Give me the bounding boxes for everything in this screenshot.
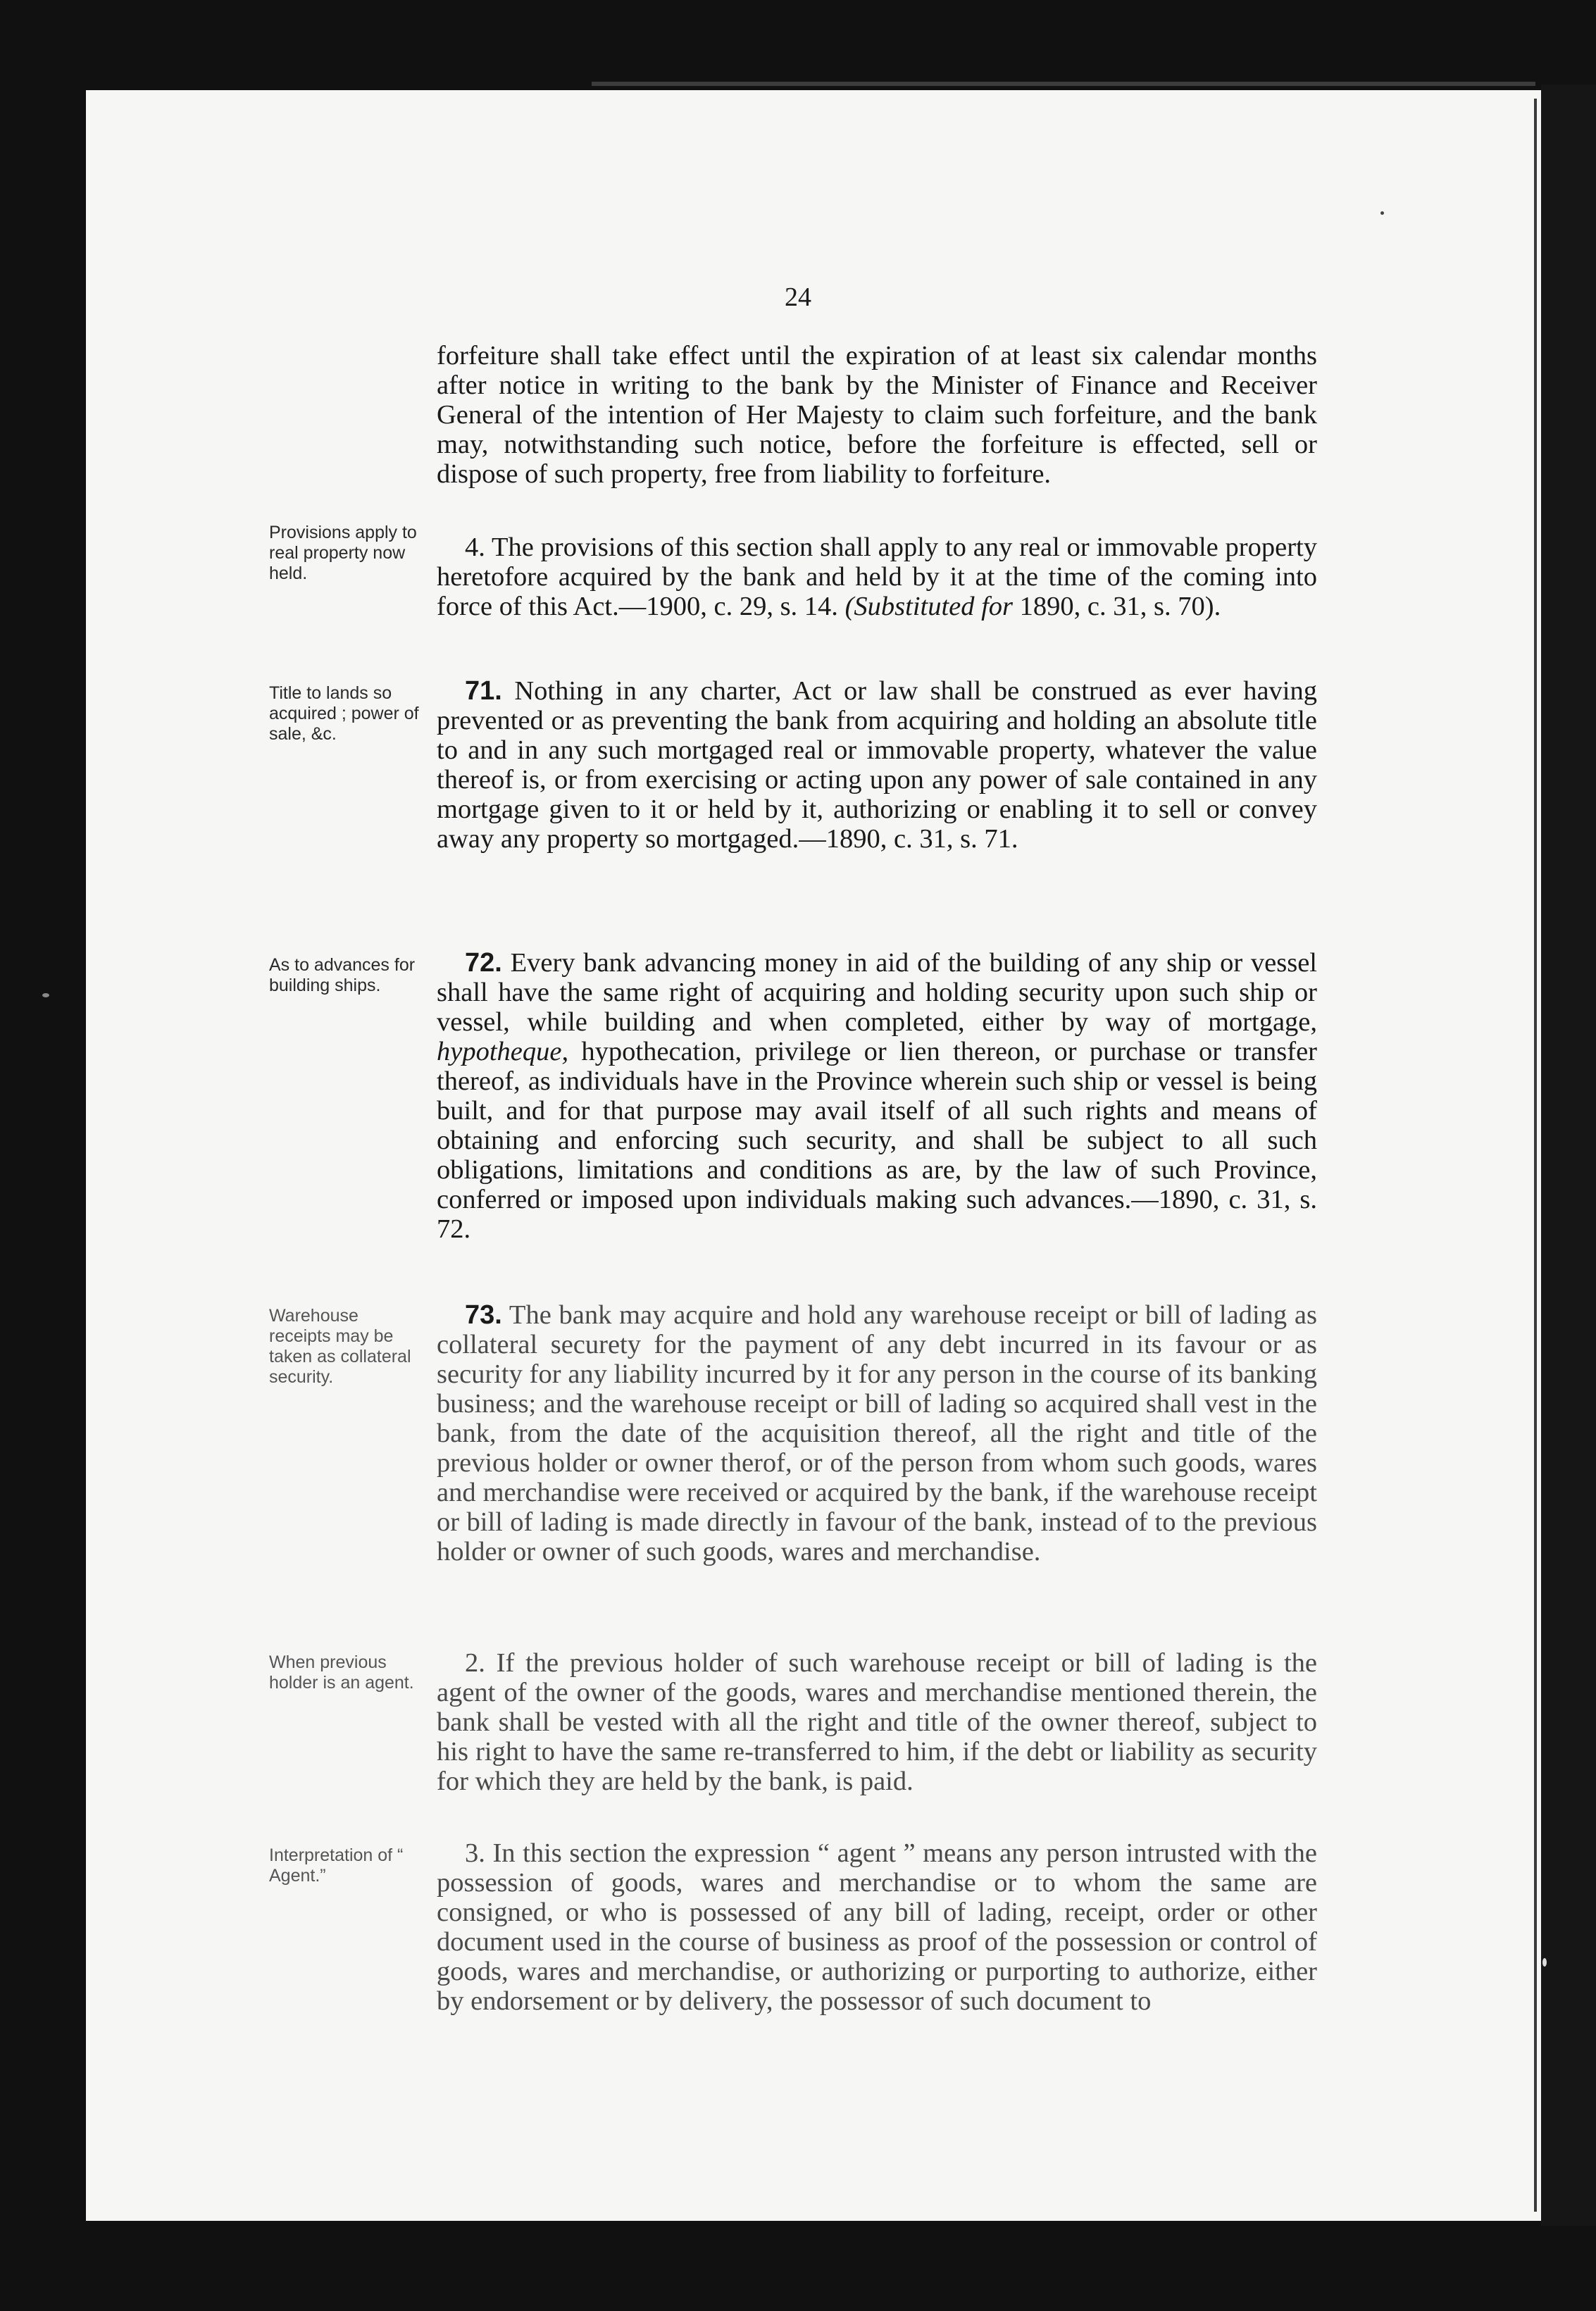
subsection-text: In this section the expression “ agent ” means any person intrusted with the possession of goods, wares and merchandise or to whom the same are consigned, or who is possessed of any bill of lading, receipt, order or other document used in the course of business as proof of the possession or control of goods, wares and merchandise, or authorizing or purporting to authorize, either by endorsement or by delivery, the possessor of such document to <box>437 1838 1318 2016</box>
section-text-continued: hypothecation, privilege or lien thereon, or purchase or transfer thereof, as individuals have in the Province wherein such ship or vessel is being built, and for that purpose may avail itself of all such rights and means of obtaining and enforcing such security, and shall be subject to all such obligations, limitations and conditions as are, by the law of such Province, conferred or imposed upon individuals making such advances.—1890, c. 31, s. 72. <box>437 1037 1317 1244</box>
section-number: 72. <box>465 948 502 978</box>
subsection-number: 4. <box>465 532 485 562</box>
margin-note-provisions: Provisions apply to real property now held. <box>269 523 417 583</box>
margin-note-interpretation-agent: Interpretation of “ Agent.” <box>269 1845 404 1886</box>
section-73-paragraph <box>437 1300 1317 1566</box>
margin-note-warehouse-receipts: Warehouse receipts may be taken as collateral security. <box>269 1306 411 1387</box>
subsection-text: If the previous holder of such warehouse receipt or bill of lading is the agent of the owner of the goods, wares and merchandise mentioned therein, the bank shall be vested with all the right and title of the owner thereof, subject to his right to have the same re-transferred to him, if the debt or liability as security for which they are held by the bank, is paid. <box>437 1648 1317 1796</box>
margin-note-advances-ships: As to advances for building ships. <box>269 955 416 995</box>
section-71-paragraph <box>437 676 1317 854</box>
margin-note-previous-holder: When previous holder is an agent. <box>269 1652 414 1693</box>
hypotheque-italic: hypotheque, <box>437 1037 569 1066</box>
paragraph-text: forfeiture shall take effect until the expiration of at least six calendar months after notice in writing to the bank by the Minister of Finance and Receiver General of the intention of Her Majesty to claim such forfeiture, and the bank may, notwithstanding such notice, before the forfeiture is effected, sell or dispose of such property, free from liability to forfeiture. <box>437 341 1317 489</box>
section-number: 71. <box>465 676 502 706</box>
section-73-subsection-3 <box>437 1838 1317 2016</box>
scan-speck <box>1380 211 1384 215</box>
paragraph-continuation <box>437 341 1317 489</box>
subsection-4-paragraph <box>437 532 1317 621</box>
section-73-subsection-2 <box>437 1648 1317 1796</box>
section-72-paragraph <box>437 948 1317 1244</box>
section-71 <box>437 676 1317 854</box>
subsection-2-paragraph <box>437 1648 1317 1796</box>
substituted-citation: 1890, c. 31, s. 70). <box>1019 592 1221 621</box>
section-text: Every bank advancing money in aid of the building of any ship or vessel shall have the same right of acquiring and holding security upon such ship or vessel, while building and when completed, either by way of mortgage, <box>437 948 1318 1037</box>
subsection-number: 3. <box>465 1838 485 1868</box>
subsection-number: 2. <box>465 1648 485 1678</box>
scan-speck <box>42 993 49 997</box>
section-number: 73. <box>465 1300 502 1330</box>
margin-note-title-to-lands: Title to lands so acquired ; power of sale, &c. <box>269 683 419 744</box>
page-number: 24 <box>785 282 811 312</box>
binding-line <box>1534 99 1537 2212</box>
substituted-italic: (Substituted for <box>844 592 1014 621</box>
dark-page-border <box>1541 85 1596 2226</box>
subsection-text: The provisions of this section shall apply to any real or immovable property heretofore acquired by the bank and held by it at the time of the coming into force of this Act.—1900, c. 29, s. 14. <box>437 532 1317 621</box>
subsection-3-paragraph <box>437 1838 1317 2016</box>
section-text: Nothing in any charter, Act or law shall be construed as ever having prevented or as preventing the bank from acquiring and holding an absolute title to and in any such mortgaged real or immovable property, whatever the value thereof is, or from exercising or acting upon any power of sale contained in any mortgage given to it or held by it, authorizing or enabling it to sell or convey away any property so mortgaged.—1890, c. 31, s. 71. <box>437 676 1318 854</box>
subsection-4 <box>437 532 1317 621</box>
section-72 <box>437 948 1317 1244</box>
section-73 <box>437 1300 1317 1566</box>
section-text: The bank may acquire and hold any warehouse receipt or bill of lading as collateral securety for the payment of any debt incurred in its favour or as security for any liability incurred by it for any person in the course of its banking business; and the warehouse receipt or bill of lading so acquired shall vest in the bank, from the date of the acquisition thereof, all the right and title of the previous holder or owner therof, or of the person from whom such goods, wares and merchandise were received or acquired by the bank, if the warehouse receipt or bill of lading is made directly in favour of the bank, instead of to the previous holder or owner of such goods, wares and merchandise. <box>437 1300 1318 1566</box>
scan-speck <box>1542 1958 1547 1967</box>
top-edge-shadow <box>592 82 1535 86</box>
